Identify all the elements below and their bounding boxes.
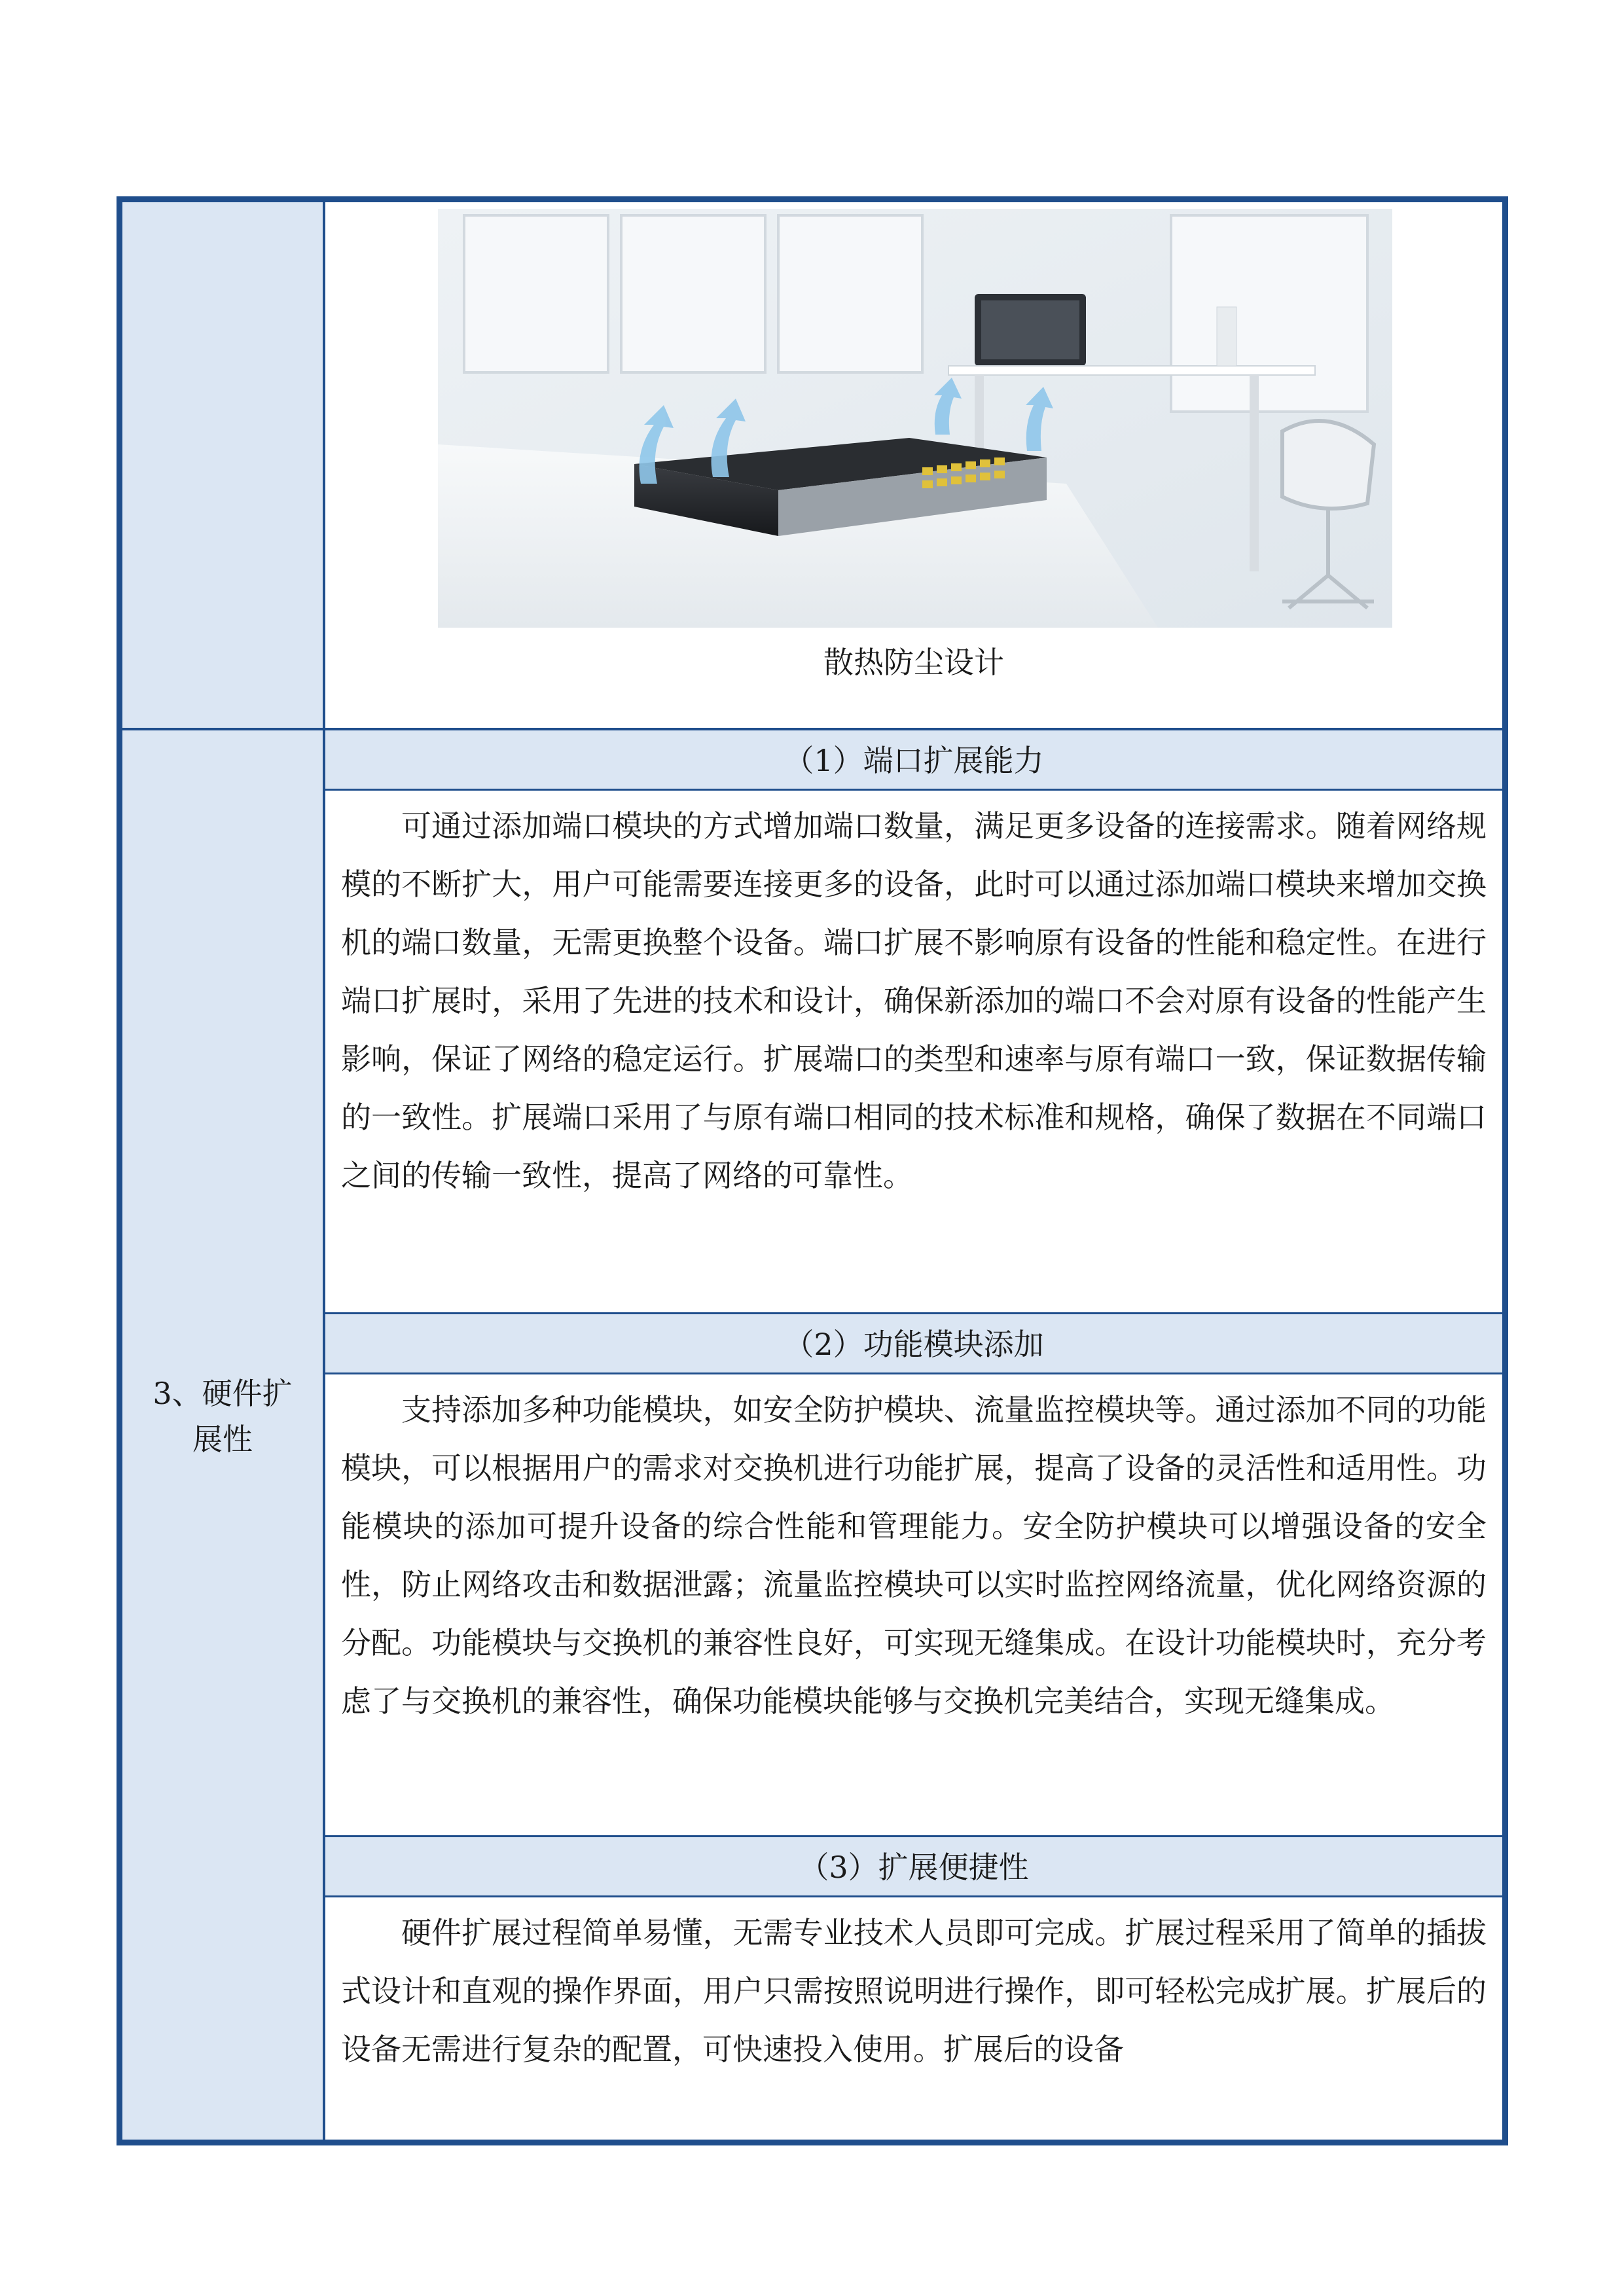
image-caption: 散热防尘设计 (823, 645, 1004, 680)
label-column (122, 202, 325, 2140)
subheading-1: （1）端口扩展能力 (325, 730, 1502, 791)
row-label: 3、硬件扩展性 (153, 1376, 293, 1457)
subheading-2: （2）功能模块添加 (325, 1314, 1502, 1374)
image-cell (325, 202, 1502, 728)
spec-table (117, 196, 1508, 2145)
paragraph-1: 可通过添加端口模块的方式增加端口数量，满足更多设备的连接需求。随着网络规模的不断扩大，用户可能需要连接更多的设备，此时可以通过添加端口模块来增加交换机的端口数量，无需更换整个设备。端口扩展不影响原有设备的性能和稳定性。在进行端口扩展时，采用了先进的技术和设计，确保新添加的端口不会对原有设备的性能产生影响，保证了网络的稳定运行。扩展端口的类型和速率与原有端口一致，保证数据传输的一致性。扩展端口采用了与原有端口相同的技术标准和规格，确保了数据在不同端口之间的传输一致性，提高了网络的可靠性。 (341, 808, 1487, 1193)
paragraph-2: 支持添加多种功能模块，如安全防护模块、流量监控模块等。通过添加不同的功能模块，可以根据用户的需求对交换机进行功能扩展，提高了设备的灵活性和适用性。功能模块的添加可提升设备的综合性能和管理能力。安全防护模块可以增强设备的安全性，防止网络攻击和数据泄露；流量监控模块可以实时监控网络流量，优化网络资源的分配。功能模块与交换机的兼容性良好，可实现无缝集成。在设计功能模块时，充分考虑了与交换机的兼容性，确保功能模块能够与交换机完美结合，实现无缝集成。 (341, 1392, 1487, 1719)
content-cell (325, 730, 1502, 2140)
subheading-3: （3）扩展便捷性 (325, 1837, 1502, 1897)
paragraph-3: 硬件扩展过程简单易懂，无需专业技术人员即可完成。扩展过程采用了简单的插拔式设计和直观的操作界面，用户只需按照说明进行操作，即可轻松完成扩展。扩展后的设备无需进行复杂的配置，可快速投入使用。扩展后的设备 (341, 1915, 1487, 2067)
switch-photo (438, 209, 1392, 628)
